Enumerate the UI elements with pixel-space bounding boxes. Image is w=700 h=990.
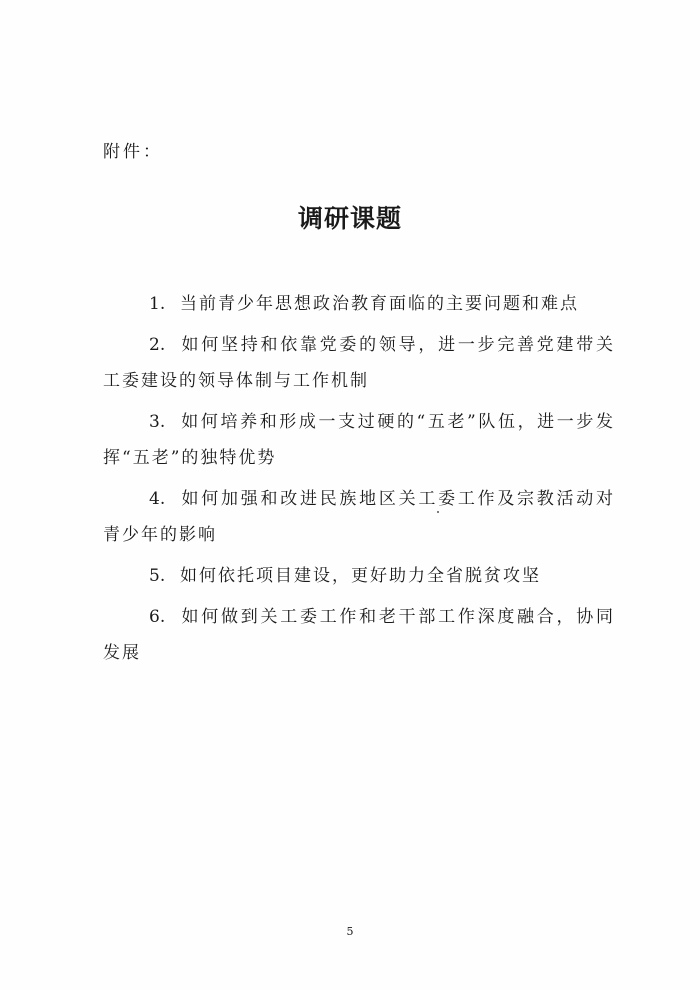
list-item: [103, 599, 615, 671]
list-item: [103, 558, 615, 594]
item-text: 如何依托项目建设，更好助力全省脱贫攻坚: [180, 566, 542, 586]
list-item: [103, 481, 615, 553]
item-number: 6.: [149, 607, 166, 627]
item-text: 如何做到关工委工作和老干部工作深度融合，协同发展: [103, 607, 616, 663]
topic-list: [103, 286, 615, 676]
list-item: [103, 327, 615, 399]
item-number: 2.: [149, 335, 166, 355]
item-number: 5.: [149, 566, 166, 586]
document-title: 调研课题: [297, 204, 402, 233]
item-text: 如何加强和改进民族地区关工委工作及宗教活动对青少年的影响: [103, 489, 616, 545]
list-item: [103, 286, 615, 322]
list-item: [103, 404, 615, 476]
item-number: 3.: [149, 412, 166, 432]
page-number: 5: [346, 925, 354, 938]
attachment-label: 附件：: [103, 142, 163, 162]
item-text: 如何坚持和依靠党委的领导，进一步完善党建带关工委建设的领导体制与工作机制: [103, 335, 616, 391]
scan-speck: [437, 511, 439, 513]
item-number: 1.: [149, 294, 166, 314]
item-number: 4.: [149, 489, 166, 509]
item-text: 如何培养和形成一支过硬的“五老”队伍，进一步发挥“五老”的独特优势: [103, 412, 615, 468]
item-text: 当前青少年思想政治教育面临的主要问题和难点: [180, 294, 580, 314]
